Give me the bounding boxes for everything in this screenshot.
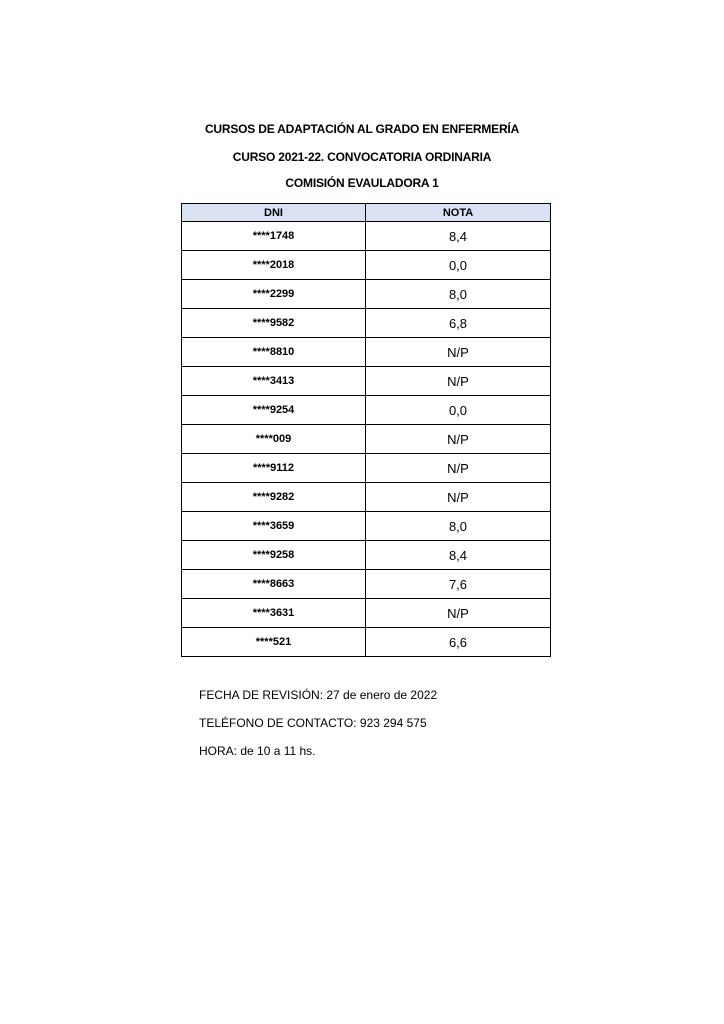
grades-table xyxy=(181,203,551,657)
table-row xyxy=(182,396,551,425)
table-row xyxy=(182,309,551,338)
nota-cell: N/P xyxy=(366,425,551,454)
nota-cell: N/P xyxy=(366,454,551,483)
nota-cell: N/P xyxy=(366,599,551,628)
dni-cell: ****3659 xyxy=(182,512,366,541)
column-header-dni: DNI xyxy=(182,204,366,222)
table-row xyxy=(182,483,551,512)
table-row xyxy=(182,512,551,541)
table-row xyxy=(182,454,551,483)
table-row xyxy=(182,628,551,657)
nota-cell: 6,6 xyxy=(366,628,551,657)
revision-hours: HORA: de 10 a 11 hs. xyxy=(199,744,316,758)
dni-cell: ****9254 xyxy=(182,396,366,425)
dni-cell: ****3413 xyxy=(182,367,366,396)
nota-cell: N/P xyxy=(366,483,551,512)
nota-cell: N/P xyxy=(366,367,551,396)
grades-table-body xyxy=(182,222,551,657)
nota-cell: 8,4 xyxy=(366,222,551,251)
dni-cell: ****009 xyxy=(182,425,366,454)
dni-cell: ****1748 xyxy=(182,222,366,251)
nota-cell: 7,6 xyxy=(366,570,551,599)
dni-cell: ****9282 xyxy=(182,483,366,512)
nota-cell: 6,8 xyxy=(366,309,551,338)
table-row xyxy=(182,541,551,570)
table-row xyxy=(182,570,551,599)
nota-cell: 0,0 xyxy=(366,251,551,280)
contact-phone: TELÉFONO DE CONTACTO: 923 294 575 xyxy=(199,716,427,730)
dni-cell: ****8663 xyxy=(182,570,366,599)
dni-cell: ****3631 xyxy=(182,599,366,628)
dni-cell: ****9258 xyxy=(182,541,366,570)
table-row xyxy=(182,425,551,454)
table-row xyxy=(182,338,551,367)
nota-cell: 0,0 xyxy=(366,396,551,425)
committee-title: COMISIÓN EVAULADORA 1 xyxy=(285,176,439,190)
document-title: CURSOS DE ADAPTACIÓN AL GRADO EN ENFERMERÍA xyxy=(204,122,520,136)
dni-cell: ****8810 xyxy=(182,338,366,367)
table-row xyxy=(182,367,551,396)
nota-cell: 8,0 xyxy=(366,512,551,541)
table-row xyxy=(182,280,551,309)
table-row xyxy=(182,222,551,251)
nota-cell: 8,0 xyxy=(366,280,551,309)
dni-cell: ****521 xyxy=(182,628,366,657)
document-subtitle: CURSO 2021-22. CONVOCATORIA ORDINARIA xyxy=(232,150,492,164)
dni-cell: ****2299 xyxy=(182,280,366,309)
dni-cell: ****2018 xyxy=(182,251,366,280)
table-row xyxy=(182,599,551,628)
table-header-row xyxy=(182,204,551,222)
table-row xyxy=(182,251,551,280)
dni-cell: ****9112 xyxy=(182,454,366,483)
nota-cell: N/P xyxy=(366,338,551,367)
revision-date: FECHA DE REVISIÓN: 27 de enero de 2022 xyxy=(199,688,438,702)
column-header-nota: NOTA xyxy=(366,204,551,222)
dni-cell: ****9582 xyxy=(182,309,366,338)
nota-cell: 8,4 xyxy=(366,541,551,570)
